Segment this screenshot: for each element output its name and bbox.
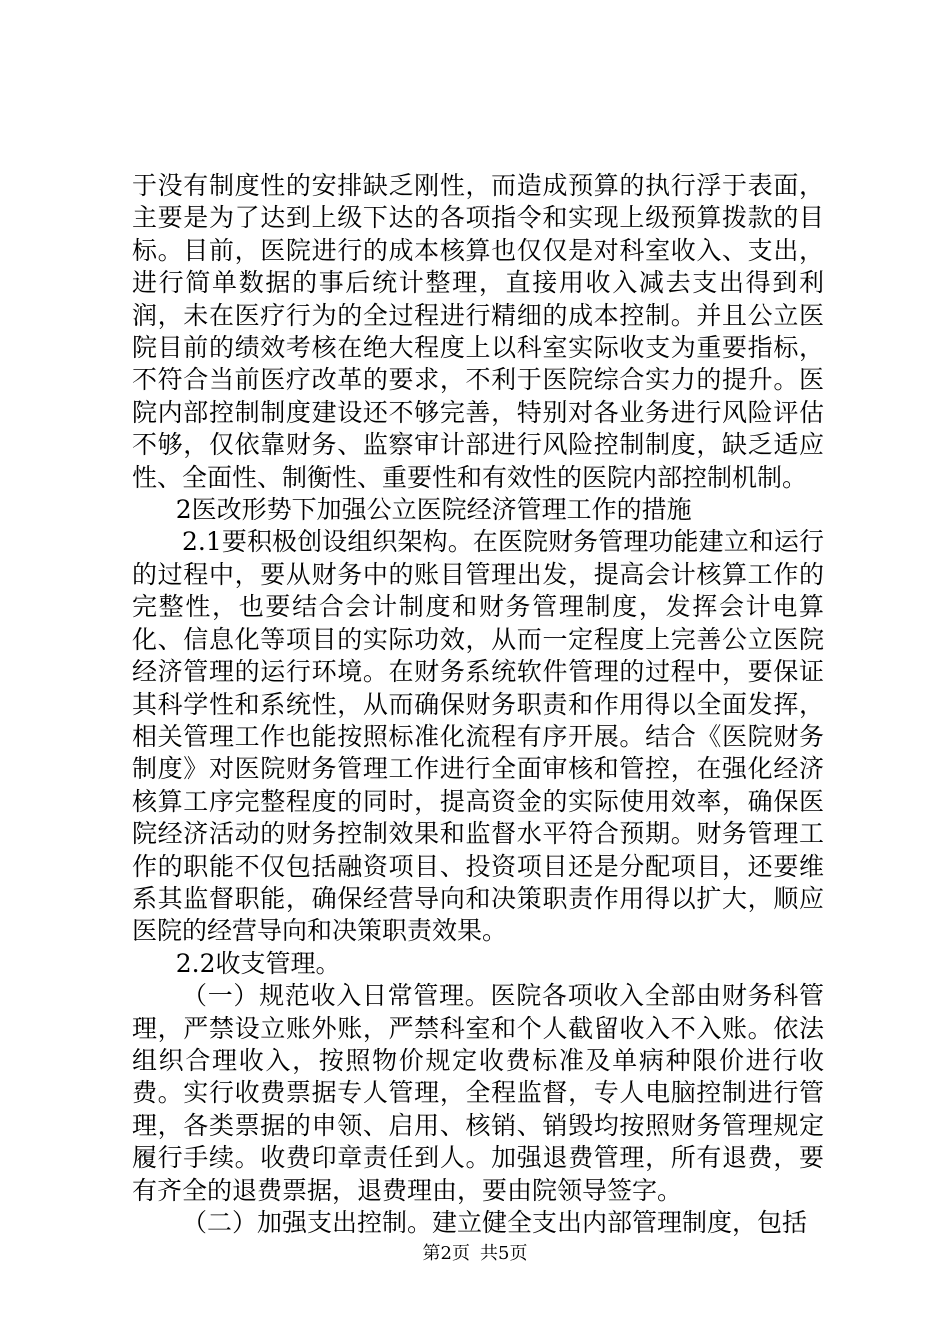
paragraph-2-1-organization: 2.1要积极创设组织架构。在医院财务管理功能建立和运行的过程中，要从财务中的账目管理出发，提高会计核算工作的完整性，也要结合会计制度和财务管理制度，发挥会计电算化、信息化等项目的实际功效，从而一定程度上完善公立医院经济管理的运行环境。在财务系统软件管理的过程中，要保证其科学性和系统性，从而确保财务职责和作用得以全面发挥，相关管理工作也能按照标准化流程有序开展。结合《医院财务制度》对医院财务管理工作进行全面审核和管控，在强化经济核算工序完整程度的同时，提高资金的实际使用效率，确保医院经济活动的财务控制效果和监督水平符合预期。财务管理工作的职能不仅包括融资项目、投资项目还是分配项目，还要维系其监督职能，确保经营导向和决策职责作用得以扩大，顺应医院的经营导向和决策职责效果。 <box>132 527 824 946</box>
section-heading-2: 2医改形势下加强公立医院经济管理工作的措施 <box>175 495 692 525</box>
page-total: 共5页 <box>480 1243 528 1264</box>
page-number: 第2页 <box>422 1243 470 1264</box>
page-footer <box>0 1243 950 1265</box>
paragraph-expense-control: （二）加强支出控制。建立健全支出内部管理制度，包括 <box>182 1208 808 1237</box>
paragraph-income-management: （一）规范收入日常管理。医院各项收入全部由财务科管理，严禁设立账外账，严禁科室和个人截留收入不入账。依法组织合理收入，按照物价规定收费标准及单病种限价进行收费。实行收费票据专人管理，全程监督，专人电脑控制进行管理，各类票据的申领、启用、核销、销毁均按照财务管理规定履行手续。收费印章责任到人。加强退费管理，所有退费，要有齐全的退费票据，退费理由，要由院领导签字。 <box>132 981 824 1205</box>
paragraph-budget-issues: 于没有制度性的安排缺乏刚性，而造成预算的执行浮于表面，主要是为了达到上级下达的各项指令和实现上级预算拨款的目标。目前，医院进行的成本核算也仅仅是对科室收入、支出，进行简单数据的事后统计整理，直接用收入减去支出得到利润，未在医疗行为的全过程进行精细的成本控制。并且公立医院目前的绩效考核在绝大程度上以科室实际收支为重要指标，不符合当前医疗改革的要求，不利于医院综合实力的提升。医院内部控制制度建设还不够完善，特别对各业务进行风险评估不够，仅依靠财务、监察审计部进行风险控制制度，缺乏适应性、全面性、制衡性、重要性和有效性的医院内部控制机制。 <box>132 171 824 492</box>
document-body <box>132 170 824 1239</box>
subsection-heading-2-2: 2.2收支管理。 <box>175 948 341 978</box>
